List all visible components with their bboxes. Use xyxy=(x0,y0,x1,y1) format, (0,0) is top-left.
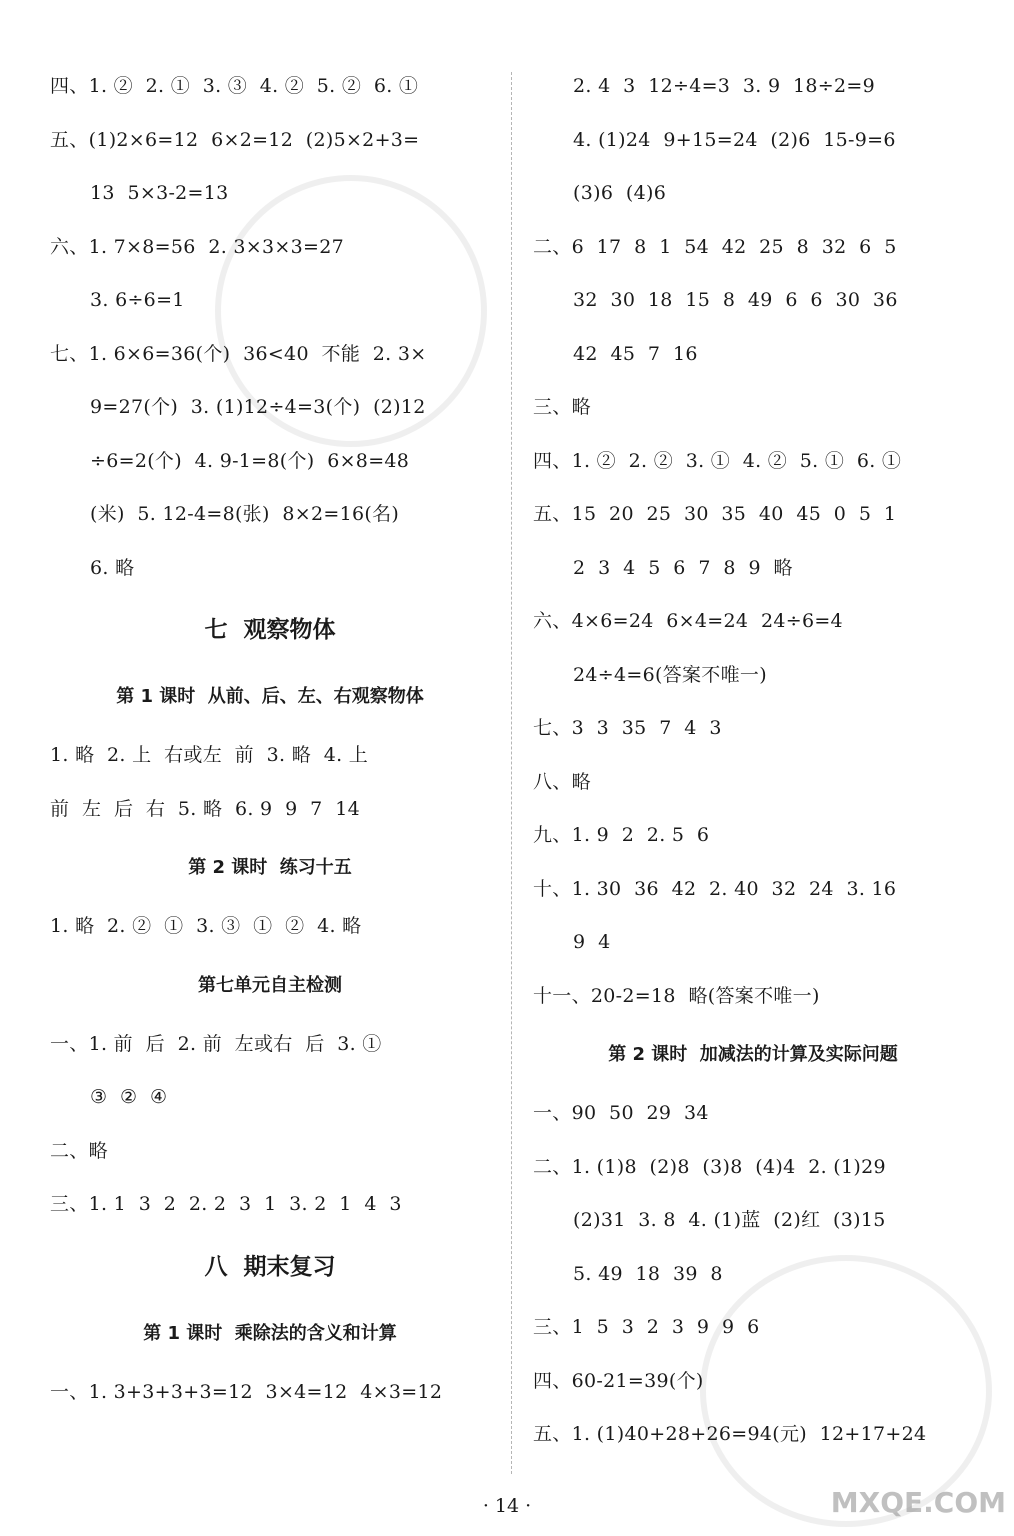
answer-line: 四、60-21=39(个) xyxy=(533,1369,704,1392)
answer-line: 二、略 xyxy=(50,1139,108,1162)
answer-line: 七、3 3 35 7 4 3 xyxy=(533,717,722,739)
answer-line: 9=27(个) 3. (1)12÷4=3(个) (2)12 xyxy=(90,396,426,418)
answer-line: 一、90 50 29 34 xyxy=(533,1102,709,1124)
answer-line: 十、1. 30 36 42 2. 40 32 24 3. 16 xyxy=(533,877,897,900)
answer-line: (3)6 (4)6 xyxy=(573,182,667,204)
answer-line: 9 4 xyxy=(573,931,611,953)
lesson-heading: 第 2 课时 练习十五 xyxy=(188,857,352,878)
lesson-heading: 第 1 课时 从前、后、左、右观察物体 xyxy=(116,686,424,707)
answer-line: (2)31 3. 8 4. (1)蓝 (2)红 (3)15 xyxy=(573,1209,886,1231)
answer-line: 八、略 xyxy=(533,770,591,793)
answer-line: 五、1. (1)40+28+26=94(元) 12+17+24 xyxy=(533,1423,927,1445)
lesson-heading: 第七单元自主检测 xyxy=(198,974,342,996)
answer-line: 3. 6÷6=1 xyxy=(90,289,185,311)
left-column xyxy=(50,60,490,1419)
section-heading: 八 期末复习 xyxy=(204,1253,336,1280)
answer-line: 2. 4 3 12÷4=3 3. 9 18÷2=9 xyxy=(573,75,876,97)
answer-line: 42 45 7 16 xyxy=(573,342,698,365)
column-divider xyxy=(511,72,512,1474)
answer-line: 四、1. ② 2. ② 3. ① 4. ② 5. ① 6. ① xyxy=(533,449,902,472)
answer-line: 5. 49 18 39 8 xyxy=(573,1262,723,1285)
answer-line: 三、1. 1 3 2 2. 2 3 1 3. 2 1 4 3 xyxy=(50,1193,402,1215)
answer-line: 五、15 20 25 30 35 40 45 0 5 1 xyxy=(533,503,897,525)
watermark-logo: MXQE.COM xyxy=(830,1486,1006,1519)
answer-line: 一、1. 前 后 2. 前 左或右 后 3. ① xyxy=(50,1032,382,1055)
answer-line: 二、6 17 8 1 54 42 25 8 32 6 5 xyxy=(533,235,897,258)
answer-line: 三、略 xyxy=(533,396,591,418)
answer-line: 六、1. 7×8=56 2. 3×3×3=27 xyxy=(50,235,345,258)
lesson-heading: 第 2 课时 加减法的计算及实际问题 xyxy=(608,1044,898,1065)
answer-line: 四、1. ② 2. ① 3. ③ 4. ② 5. ② 6. ① xyxy=(50,75,419,97)
answer-line: 32 30 18 15 8 49 6 6 30 36 xyxy=(573,289,898,311)
answer-line: 五、(1)2×6=12 6×2=12 (2)5×2+3= xyxy=(50,128,420,151)
answer-line: 一、1. 3+3+3+3=12 3×4=12 4×3=12 xyxy=(50,1380,443,1403)
answer-line: 七、1. 6×6=36(个) 36<40 不能 2. 3× xyxy=(50,342,427,365)
answer-line: 6. 略 xyxy=(90,556,135,579)
answer-line: 13 5×3-2=13 xyxy=(90,182,229,204)
answer-line: 1. 略 2. ② ① 3. ③ ① ② 4. 略 xyxy=(50,915,362,937)
page-number: · 14 · xyxy=(482,1495,532,1517)
answer-line: 前 左 后 右 5. 略 6. 9 9 7 14 xyxy=(50,797,361,820)
answer-line: 1. 略 2. 上 右或左 前 3. 略 4. 上 xyxy=(50,744,369,766)
answer-line: 4. (1)24 9+15=24 (2)6 15-9=6 xyxy=(573,128,896,151)
answer-line: 十一、20-2=18 略(答案不唯一) xyxy=(533,984,820,1007)
answer-line: 二、1. (1)8 (2)8 (3)8 (4)4 2. (1)29 xyxy=(533,1155,886,1178)
answer-line: 24÷4=6(答案不唯一) xyxy=(573,663,767,686)
answer-line: 九、1. 9 2 2. 5 6 xyxy=(533,824,710,846)
answer-line: 三、1 5 3 2 3 9 9 6 xyxy=(533,1316,760,1338)
answer-line: ÷6=2(个) 4. 9-1=8(个) 6×8=48 xyxy=(90,449,410,472)
right-column xyxy=(533,60,973,1462)
section-heading: 七 观察物体 xyxy=(204,617,336,643)
lesson-heading: 第 1 课时 乘除法的含义和计算 xyxy=(143,1322,397,1344)
answer-line: 六、4×6=24 6×4=24 24÷6=4 xyxy=(533,610,843,632)
answer-line: ③ ② ④ xyxy=(90,1086,168,1108)
answer-line: (米) 5. 12-4=8(张) 8×2=16(名) xyxy=(90,503,400,525)
answer-line: 2 3 4 5 6 7 8 9 略 xyxy=(573,556,793,579)
